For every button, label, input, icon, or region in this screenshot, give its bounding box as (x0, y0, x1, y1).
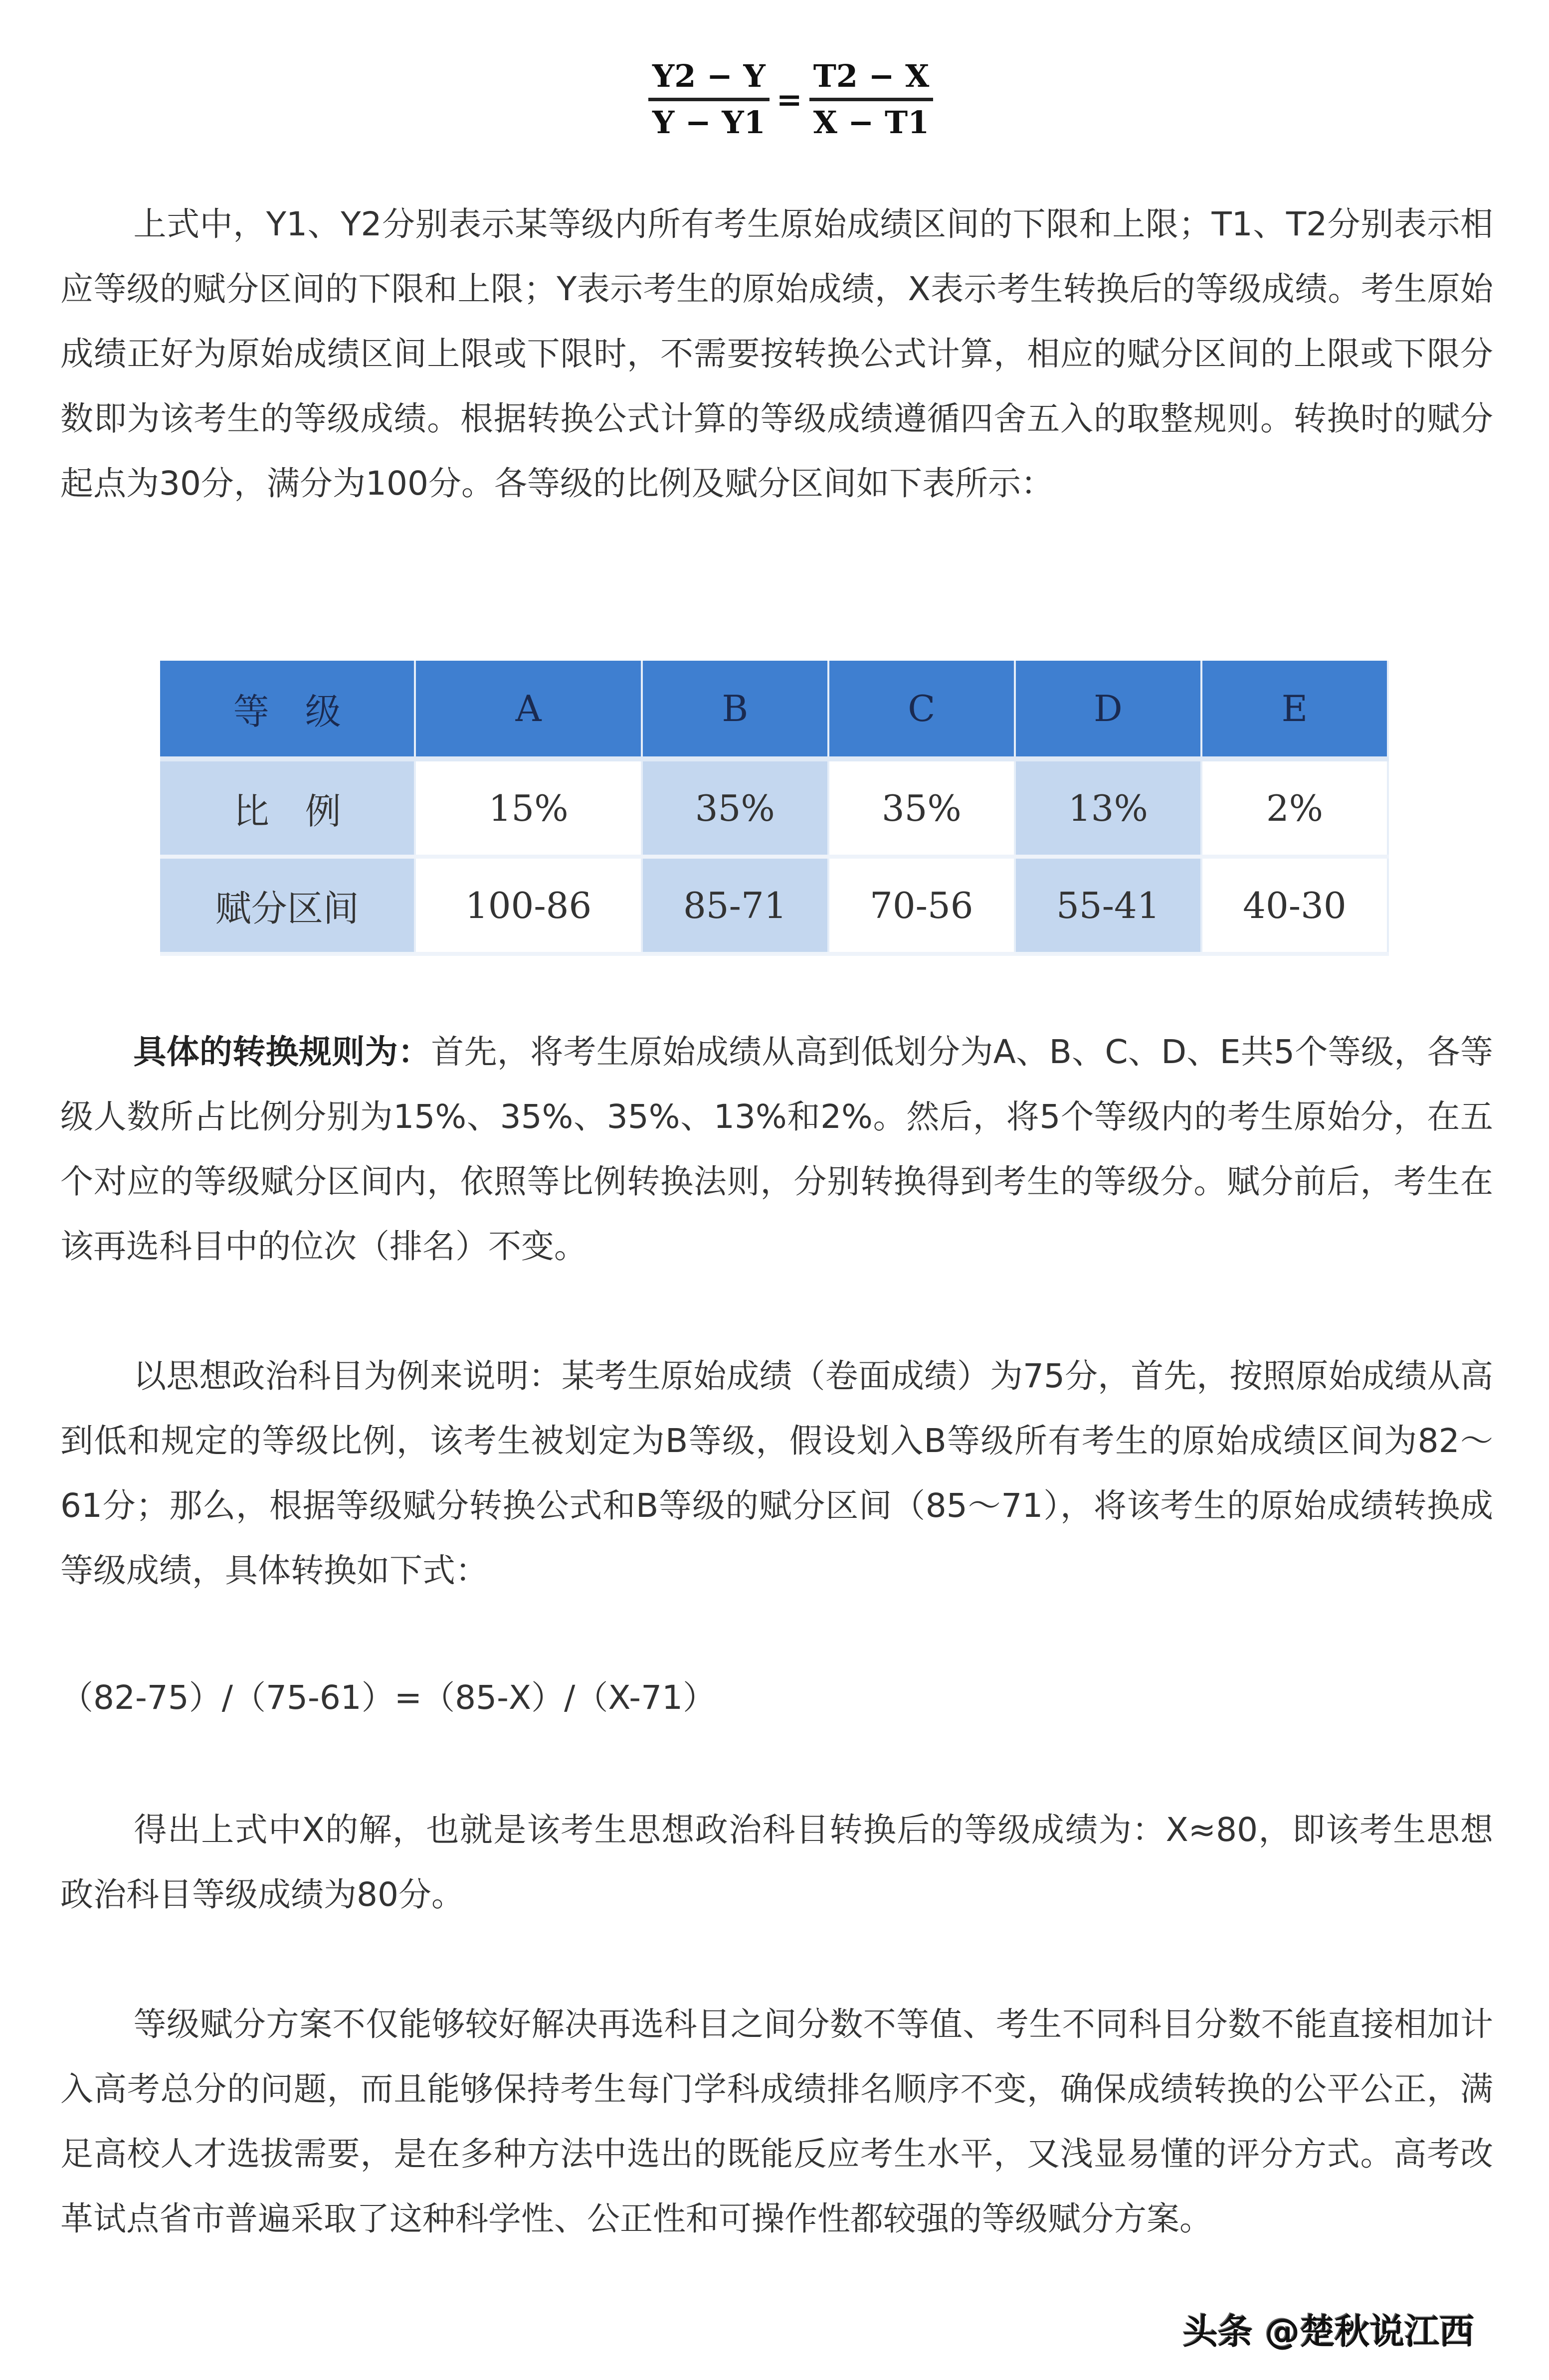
table-row (160, 759, 1388, 857)
table-header-row (160, 661, 1388, 759)
equation-text: （82-75）/（75-61）=（85-X）/（X-71） (60, 1678, 716, 1717)
paragraph-conclusion (60, 1992, 1493, 2251)
fraction-bar (809, 98, 934, 101)
paragraph-example (60, 1344, 1493, 1603)
paragraph-formula-explanation (60, 192, 1493, 516)
formula-left-fraction (648, 55, 770, 144)
table-row (160, 857, 1388, 954)
table-cell: 55-41 (1015, 857, 1201, 954)
header-cell: B (642, 661, 828, 759)
paragraph-text: 上式中，Y1、Y2分别表示某等级内所有考生原始成绩区间的下限和上限；T1、T2分别表示相应等级的赋分区间的下限和上限；Y表示考生的原始成绩，X表示考生转换后的等级成绩。考生原始成绩正好为原始成绩区间上限或下限时，不需要按转换公式计算，相应的赋分区间的上限或下限分数即为该考生的等级成绩。根据转换公式计算的等级成绩遵循四舍五入的取整规则。转换时的赋分起点为30分，满分为100分。各等级的比例及赋分区间如下表所示： (60, 205, 1493, 503)
row-label: 赋分区间 (160, 857, 415, 954)
denominator: Y − Y1 (652, 104, 766, 141)
grade-table (160, 661, 1389, 956)
table-cell: 70-56 (828, 857, 1015, 954)
paragraph-conversion-rules (60, 1020, 1493, 1279)
paragraph-text: 得出上式中X的解，也就是该考生思想政治科目转换后的等级成绩为：X≈80，即该考生思想政治科目等级成绩为80分。 (60, 1811, 1493, 1914)
conversion-formula (648, 55, 933, 144)
paragraph-text: 以思想政治科目为例来说明：某考生原始成绩（卷面成绩）为75分，首先，按照原始成绩从高到低和规定的等级比例，该考生被划定为B等级，假设划入B等级所有考生的原始成绩区间为82～61分；那么，根据等级赋分转换公式和B等级的赋分区间（85～71），将该考生的原始成绩转换成等级成绩，具体转换如下式： (60, 1357, 1493, 1590)
table-cell: 85-71 (642, 857, 828, 954)
equals-sign: = (776, 81, 802, 118)
table-cell: 40-30 (1201, 857, 1388, 954)
table-cell: 35% (642, 759, 828, 857)
denominator: X − T1 (813, 104, 930, 141)
example-equation (60, 1665, 1493, 1730)
header-cell: E (1201, 661, 1388, 759)
bold-lead: 具体的转换规则为： (133, 1033, 431, 1071)
watermark: 头条 @楚秋说江西 (1183, 2311, 1475, 2352)
table-cell: 100-86 (415, 857, 641, 954)
header-cell: 等 级 (160, 661, 415, 759)
row-label: 比 例 (160, 759, 415, 857)
header-cell: A (415, 661, 641, 759)
formula-right-fraction (809, 55, 934, 144)
header-cell: D (1015, 661, 1201, 759)
table-cell: 35% (828, 759, 1015, 857)
table-cell: 15% (415, 759, 641, 857)
paragraph-text: 等级赋分方案不仅能够较好解决再选科目之间分数不等值、考生不同科目分数不能直接相加计入高考总分的问题，而且能够保持考生每门学科成绩排名顺序不变，确保成绩转换的公平公正，满足高校人才选拔需要，是在多种方法中选出的既能反应考生水平，又浅显易懂的评分方式。高考改革试点省市普遍采取了这种科学性、公正性和可操作性都较强的等级赋分方案。 (60, 2005, 1493, 2238)
header-cell: C (828, 661, 1015, 759)
paragraph-text: 首先，将考生原始成绩从高到低划分为A、B、C、D、E共5个等级，各等级人数所占比例分别为15%、35%、35%、13%和2%。然后，将5个等级内的考生原始分，在五个对应的等级赋分区间内，依照等比例转换法则，分别转换得到考生的等级分。赋分前后，考生在该再选科目中的位次（排名）不变。 (60, 1033, 1493, 1266)
paragraph-result (60, 1798, 1493, 1927)
table-cell: 2% (1201, 759, 1388, 857)
fraction-bar (648, 98, 770, 101)
numerator: T2 − X (813, 58, 930, 94)
numerator: Y2 − Y (652, 58, 766, 94)
table-cell: 13% (1015, 759, 1201, 857)
